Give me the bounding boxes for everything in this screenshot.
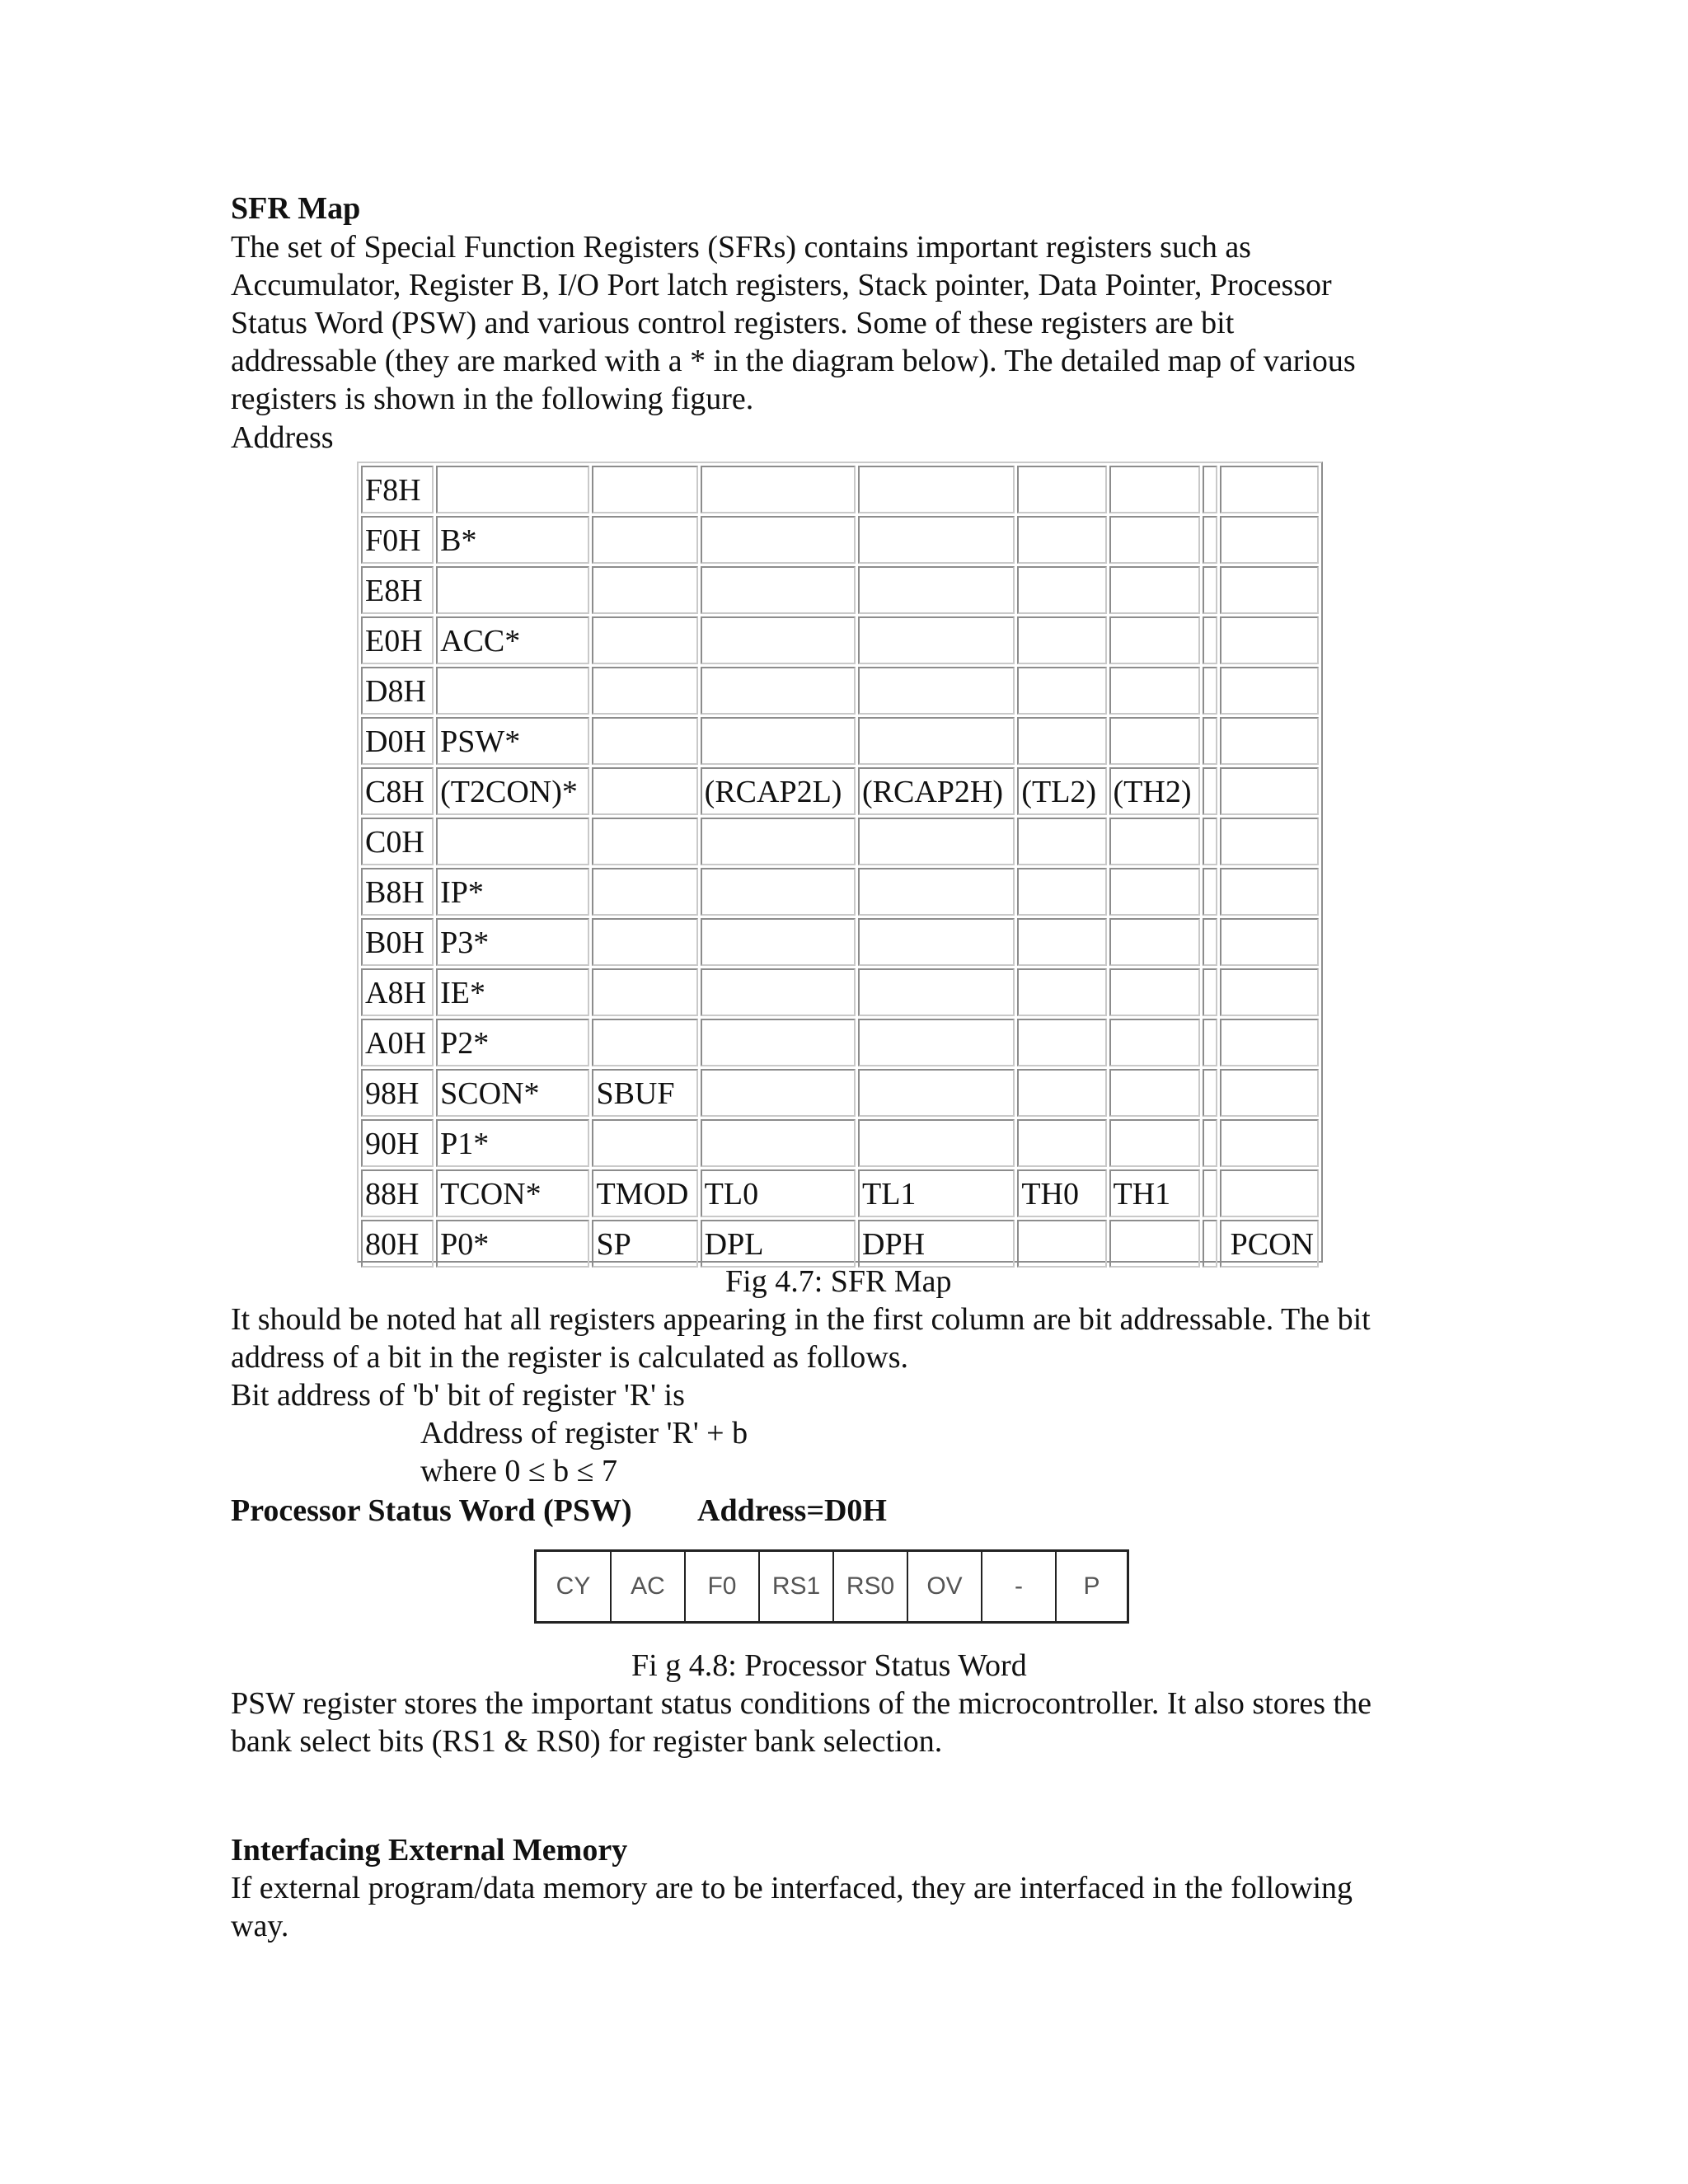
- sfr-register-cell: [701, 717, 856, 765]
- sfr-address-cell: F0H: [361, 516, 434, 564]
- sfr-register-cell: ACC*: [436, 616, 589, 664]
- sfr-register-cell: [701, 968, 856, 1016]
- sfr-register-cell: [1203, 717, 1217, 765]
- sfr-register-cell: [592, 918, 697, 966]
- sfr-register-cell: P1*: [436, 1119, 589, 1167]
- sfr-register-cell: [1017, 566, 1106, 614]
- psw-bit-cell: P: [1083, 1572, 1100, 1600]
- psw-address: Address=D0H: [697, 1493, 887, 1528]
- sfr-register-cell: SBUF: [592, 1069, 697, 1117]
- sfr-register-cell: [1203, 667, 1217, 715]
- sfr-register-cell: [1203, 1119, 1217, 1167]
- sfr-register-cell: TH1: [1109, 1169, 1200, 1217]
- sfr-register-cell: [1017, 818, 1106, 865]
- sfr-register-cell: IE*: [436, 968, 589, 1016]
- sfr-register-cell: TL0: [701, 1169, 856, 1217]
- sfr-table-row: [361, 516, 1319, 564]
- sfr-address-cell: D0H: [361, 717, 434, 765]
- sfr-register-cell: P2*: [436, 1019, 589, 1066]
- sfr-table-row: [361, 918, 1319, 966]
- sfr-table-row: [361, 466, 1319, 513]
- sfr-register-cell: [858, 918, 1015, 966]
- sfr-table-row: [361, 566, 1319, 614]
- sfr-address-cell: E0H: [361, 616, 434, 664]
- sfr-table-row: [361, 616, 1319, 664]
- sfr-register-cell: [1109, 466, 1200, 513]
- psw-heading: Processor Status Word (PSW): [231, 1493, 632, 1528]
- sfr-para-line-1: The set of Special Function Registers (SFRs) contains important registers such as: [231, 230, 1251, 265]
- sfr-register-cell: B*: [436, 516, 589, 564]
- sfr-register-cell: [1017, 1019, 1106, 1066]
- external-memory-line-2: way.: [231, 1909, 289, 1943]
- sfr-register-cell: [592, 566, 697, 614]
- sfr-map-table: [357, 462, 1323, 1263]
- sfr-register-cell: [858, 1019, 1015, 1066]
- address-label: Address: [231, 420, 334, 455]
- psw-para-line-1: PSW register stores the important status conditions of the microcontroller. It also stores the: [231, 1686, 1372, 1721]
- sfr-register-cell: [1220, 1169, 1319, 1217]
- sfr-register-cell: [1203, 516, 1217, 564]
- sfr-register-cell: [1109, 1069, 1200, 1117]
- sfr-table-row: [361, 1069, 1319, 1117]
- sfr-para-line-4: addressable (they are marked with a * in the diagram below). The detailed map of various: [231, 344, 1356, 378]
- bit-address-line-1: It should be noted hat all registers appearing in the first column are bit addressable. The bit: [231, 1302, 1371, 1337]
- sfr-register-cell: [701, 466, 856, 513]
- sfr-register-cell: [592, 516, 697, 564]
- sfr-register-cell: [1203, 1169, 1217, 1217]
- sfr-register-cell: [1109, 566, 1200, 614]
- sfr-table-row: [361, 818, 1319, 865]
- sfr-register-cell: [1220, 767, 1319, 815]
- sfr-register-cell: [1109, 516, 1200, 564]
- sfr-register-cell: [1220, 616, 1319, 664]
- bit-address-line-3: Bit address of 'b' bit of register 'R' is: [231, 1378, 685, 1413]
- sfr-register-cell: [1017, 918, 1106, 966]
- sfr-register-cell: [1220, 918, 1319, 966]
- sfr-register-cell: [1220, 717, 1319, 765]
- sfr-register-cell: [1203, 616, 1217, 664]
- external-memory-heading: Interfacing External Memory: [231, 1833, 628, 1868]
- bit-address-formula: Address of register 'R' + b: [420, 1416, 748, 1451]
- sfr-register-cell: [592, 1019, 697, 1066]
- sfr-register-cell: [701, 616, 856, 664]
- sfr-register-cell: [1220, 1069, 1319, 1117]
- bit-address-range: where 0 ≤ b ≤ 7: [420, 1454, 618, 1488]
- sfr-table-row: [361, 1019, 1319, 1066]
- sfr-map-heading: SFR Map: [231, 191, 361, 226]
- sfr-register-cell: [1203, 466, 1217, 513]
- sfr-address-cell: B8H: [361, 868, 434, 916]
- sfr-register-cell: [858, 968, 1015, 1016]
- sfr-register-cell: [592, 466, 697, 513]
- sfr-register-cell: [701, 566, 856, 614]
- sfr-address-cell: B0H: [361, 918, 434, 966]
- sfr-table-row: [361, 868, 1319, 916]
- external-memory-line-1: If external program/data memory are to be interfaced, they are interfaced in the following: [231, 1871, 1353, 1905]
- sfr-register-cell: [858, 868, 1015, 916]
- sfr-address-cell: 90H: [361, 1119, 434, 1167]
- sfr-map-caption: Fig 4.7: SFR Map: [725, 1264, 952, 1299]
- sfr-register-cell: [436, 818, 589, 865]
- sfr-register-cell: [1109, 868, 1200, 916]
- sfr-register-cell: [436, 667, 589, 715]
- sfr-register-cell: [1017, 466, 1106, 513]
- sfr-register-cell: [701, 1119, 856, 1167]
- sfr-register-cell: [701, 818, 856, 865]
- sfr-register-cell: [1220, 868, 1319, 916]
- sfr-register-cell: [1017, 968, 1106, 1016]
- psw-bit-cell: F0: [686, 1552, 760, 1621]
- sfr-register-cell: [1109, 918, 1200, 966]
- sfr-register-cell: DPL: [701, 1220, 856, 1268]
- sfr-register-cell: [1109, 667, 1200, 715]
- psw-para-line-2: bank select bits (RS1 & RS0) for register bank selection.: [231, 1724, 943, 1759]
- sfr-register-cell: [1220, 1119, 1319, 1167]
- sfr-register-cell: [1109, 1119, 1200, 1167]
- sfr-address-cell: A8H: [361, 968, 434, 1016]
- sfr-register-cell: [1017, 667, 1106, 715]
- sfr-register-cell: [1203, 818, 1217, 865]
- sfr-register-cell: [1203, 1069, 1217, 1117]
- sfr-register-cell: [701, 1019, 856, 1066]
- sfr-table-row: [361, 767, 1319, 815]
- sfr-register-cell: [858, 516, 1015, 564]
- sfr-register-cell: SP: [592, 1220, 697, 1268]
- sfr-register-cell: [1203, 767, 1217, 815]
- sfr-address-cell: D8H: [361, 667, 434, 715]
- psw-bit-cell: RS1: [760, 1552, 834, 1621]
- sfr-register-cell: [701, 516, 856, 564]
- sfr-register-cell: [1017, 616, 1106, 664]
- sfr-register-cell: [592, 667, 697, 715]
- sfr-register-cell: [858, 667, 1015, 715]
- sfr-register-cell: [858, 818, 1015, 865]
- sfr-register-cell: TMOD: [592, 1169, 697, 1217]
- sfr-register-cell: [1203, 566, 1217, 614]
- sfr-register-cell: [701, 868, 856, 916]
- sfr-register-cell: PSW*: [436, 717, 589, 765]
- sfr-register-cell: [436, 466, 589, 513]
- sfr-register-cell: [1017, 717, 1106, 765]
- sfr-register-cell: [701, 918, 856, 966]
- psw-register-diagram: [534, 1549, 1129, 1624]
- sfr-register-cell: [1017, 516, 1106, 564]
- psw-bit-cell: RS0: [834, 1552, 908, 1621]
- sfr-register-cell: [592, 616, 697, 664]
- sfr-register-cell: [1220, 466, 1319, 513]
- sfr-register-cell: [858, 466, 1015, 513]
- sfr-register-cell: TL1: [858, 1169, 1015, 1217]
- sfr-register-cell: (TL2): [1017, 767, 1106, 815]
- sfr-register-cell: [858, 717, 1015, 765]
- sfr-address-cell: F8H: [361, 466, 434, 513]
- bit-address-line-2: address of a bit in the register is calculated as follows.: [231, 1340, 909, 1375]
- sfr-register-cell: [1109, 818, 1200, 865]
- sfr-register-cell: [1109, 1019, 1200, 1066]
- sfr-register-cell: [1109, 1220, 1200, 1268]
- sfr-register-cell: [1203, 1019, 1217, 1066]
- sfr-register-cell: [592, 1119, 697, 1167]
- sfr-register-cell: [1220, 1019, 1319, 1066]
- sfr-register-cell: (RCAP2L): [701, 767, 856, 815]
- sfr-register-cell: (TH2): [1109, 767, 1200, 815]
- sfr-register-cell: [1109, 616, 1200, 664]
- sfr-register-cell: P3*: [436, 918, 589, 966]
- sfr-register-cell: [701, 667, 856, 715]
- sfr-register-cell: [1109, 717, 1200, 765]
- sfr-register-cell: [1017, 1220, 1106, 1268]
- sfr-register-cell: (T2CON)*: [436, 767, 589, 815]
- sfr-register-cell: TH0: [1017, 1169, 1106, 1217]
- sfr-register-cell: IP*: [436, 868, 589, 916]
- sfr-register-cell: [1203, 968, 1217, 1016]
- sfr-address-cell: C0H: [361, 818, 434, 865]
- sfr-address-cell: 80H: [361, 1220, 434, 1268]
- sfr-register-cell: [592, 968, 697, 1016]
- sfr-para-line-5: registers is shown in the following figure.: [231, 382, 754, 416]
- sfr-register-cell: [1220, 667, 1319, 715]
- sfr-register-cell: [1017, 868, 1106, 916]
- sfr-register-cell: SCON*: [436, 1069, 589, 1117]
- sfr-register-cell: [592, 717, 697, 765]
- psw-bit-cell: -: [982, 1552, 1057, 1621]
- sfr-address-cell: 98H: [361, 1069, 434, 1117]
- sfr-register-cell: [1220, 566, 1319, 614]
- sfr-address-cell: 88H: [361, 1169, 434, 1217]
- sfr-register-cell: (RCAP2H): [858, 767, 1015, 815]
- sfr-register-cell: [436, 566, 589, 614]
- sfr-table-row: [361, 1220, 1319, 1268]
- sfr-table-row: [361, 717, 1319, 765]
- psw-caption: Fi g 4.8: Processor Status Word: [631, 1648, 1027, 1683]
- sfr-register-cell: [701, 1069, 856, 1117]
- sfr-register-cell: PCON: [1220, 1220, 1319, 1268]
- psw-bit-cell: CY: [537, 1552, 612, 1621]
- psw-bit-cell: OV: [908, 1552, 982, 1621]
- sfr-register-cell: [858, 566, 1015, 614]
- sfr-register-cell: [1017, 1069, 1106, 1117]
- sfr-register-cell: [858, 616, 1015, 664]
- sfr-register-cell: [1017, 1119, 1106, 1167]
- sfr-register-cell: [1203, 1220, 1217, 1268]
- sfr-table-row: [361, 1169, 1319, 1217]
- sfr-register-cell: [1220, 968, 1319, 1016]
- sfr-table-row: [361, 968, 1319, 1016]
- sfr-register-cell: [592, 868, 697, 916]
- sfr-register-cell: [1203, 868, 1217, 916]
- sfr-register-cell: [1203, 918, 1217, 966]
- sfr-address-cell: A0H: [361, 1019, 434, 1066]
- sfr-para-line-3: Status Word (PSW) and various control registers. Some of these registers are bit: [231, 306, 1235, 340]
- psw-bit-cell: AC: [612, 1552, 686, 1621]
- sfr-register-cell: [592, 767, 697, 815]
- sfr-register-cell: DPH: [858, 1220, 1015, 1268]
- sfr-register-cell: [858, 1069, 1015, 1117]
- sfr-register-cell: [592, 818, 697, 865]
- sfr-register-cell: [1109, 968, 1200, 1016]
- sfr-table-row: [361, 1119, 1319, 1167]
- sfr-address-cell: C8H: [361, 767, 434, 815]
- sfr-register-cell: [858, 1119, 1015, 1167]
- sfr-address-cell: E8H: [361, 566, 434, 614]
- sfr-register-cell: TCON*: [436, 1169, 589, 1217]
- sfr-register-cell: [1220, 516, 1319, 564]
- sfr-register-cell: [1220, 818, 1319, 865]
- sfr-register-cell: P0*: [436, 1220, 589, 1268]
- sfr-table-row: [361, 667, 1319, 715]
- sfr-para-line-2: Accumulator, Register B, I/O Port latch registers, Stack pointer, Data Pointer, Processor: [231, 268, 1332, 302]
